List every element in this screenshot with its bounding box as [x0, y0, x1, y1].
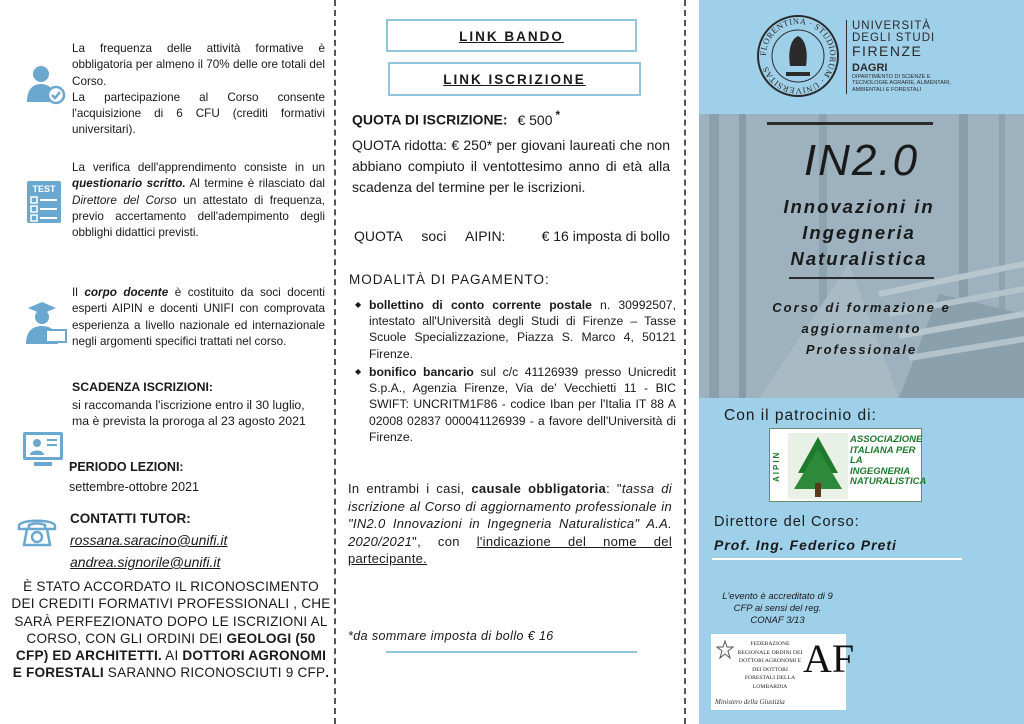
- causale-text-c: : ": [606, 481, 622, 496]
- payment-item-bank: [355, 364, 676, 445]
- reduced-fee: QUOTA ridotta: € 250* per giovani laureati che non abbiano compiuto il ventottesimo anno di età alla scadenza del termine per le iscrizioni.: [352, 137, 670, 195]
- fold-line-left: [334, 0, 336, 724]
- patronage-label: Con il patrocinio di:: [724, 407, 877, 424]
- credits-text-f: .: [325, 665, 330, 681]
- verification-block: [72, 160, 325, 241]
- subtitle-divider: [789, 277, 934, 279]
- credits-text-d: DOTTORI AGRONOMI E FORESTALI: [12, 648, 327, 681]
- members-fee-value: € 16 imposta di bollo: [541, 228, 670, 244]
- cover-photo: [699, 114, 1024, 398]
- deadline-title: SCADENZA ISCRIZIONI:: [72, 380, 213, 394]
- aipin-logo: [769, 428, 927, 502]
- accreditation-text: L'evento è accreditato di 9 CFP ai sensi del reg. CONAF 3/13: [722, 591, 833, 626]
- elearning-icon: [20, 424, 66, 470]
- logo-divider: [846, 20, 847, 94]
- federazione-text: FEDERAZIONE REGIONALE ORDINI DEI DOTTORI AGRONOMI E DEI DOTTORI FORESTALI DELLA LOMBARDIA: [737, 641, 803, 690]
- phone-icon: [16, 514, 58, 548]
- footnote: *da sommare imposta di bollo € 16: [348, 629, 554, 643]
- email-link-andrea[interactable]: andrea.signorile@unifi.it: [70, 554, 221, 570]
- tree-icon: [788, 433, 848, 499]
- ministry-text: Ministero della Giustizia: [715, 698, 785, 706]
- causale-text-e: ", con: [412, 533, 477, 549]
- period-text: settembre-ottobre 2021: [69, 480, 199, 494]
- teachers-block: [72, 285, 325, 350]
- attendance-text: La frequenza delle attività formative è obbligatoria per almeno il 70% delle ore totali del Corso.: [72, 42, 325, 88]
- dagri-sub: DIPARTIMENTO DI SCIENZE E TECNOLOGIE AGRARIE, ALIMENTARI, AMBIENTALI E FORESTALI: [852, 74, 951, 93]
- bank-label: bonifico bancario: [369, 365, 474, 379]
- verification-text-e: un attestato di frequenza, previo accertamento dell'adempimento degli obblighi didattici previsti.: [72, 193, 325, 240]
- causale-text-f: l'indicazione del nome del partecipante.: [348, 533, 673, 566]
- teacher-icon: [22, 300, 68, 346]
- course-subtitle: Innovazioni in Ingegneria Naturalistica: [783, 196, 935, 269]
- fee-star: *: [555, 109, 561, 122]
- seal-text: FLORENTINA · STUDIORUM · UNIVERSITAS: [757, 15, 839, 97]
- bullet-diamond-icon: ◆: [355, 300, 362, 309]
- causale-block: [348, 480, 672, 568]
- causale-text-d: tassa di iscrizione al Corso di aggiornamento professionale in "IN2.0 Innovazioni in Ingegneria Naturalistica" A.A. 2020/2021: [348, 481, 672, 549]
- postal-text: n. 30992507, intestato all'Università degli Studi di Firenze – Tasse Scuole Specializzazione, Piazza S. Marco 4, 50121 Firenze.: [369, 298, 676, 361]
- verification-text-d: Direttore del Corso: [72, 193, 177, 207]
- bank-text: sul c/c 41126939 presso Unicredit S.p.A., Agenzia Firenze, Via de' Vecchietti 11 - BIC SWIFT: UNCRITM1F86 - codice Iban per l'Italia IT 88 A 02008 02837 000041126939 - a favore dell'Università di Firenze.: [369, 365, 676, 444]
- causale-text-b: causale obbligatoria: [471, 481, 607, 496]
- teachers-text-b: corpo docente: [84, 286, 169, 299]
- link-iscrizione-label: LINK ISCRIZIONE: [443, 72, 586, 87]
- teachers-text-c: è costituito da soci docenti esperti AIPIN e docenti UNIFI con comprovata esperienza a livello nazionale ed internazionale negli argomenti specifici trattati nel corso.: [72, 286, 325, 348]
- contacts-block: [70, 510, 325, 572]
- uni-line-2: DEGLI STUDI: [852, 32, 936, 44]
- uni-line-1: UNIVERSITÀ: [852, 20, 932, 32]
- fold-line-right: [684, 0, 686, 724]
- cfu-text: La partecipazione al Corso consente l'acquisizione di 6 CFU (crediti formativi universitari).: [72, 90, 325, 137]
- link-iscrizione-button[interactable]: [388, 62, 641, 96]
- period-block: [69, 459, 325, 495]
- verification-text-a: La verifica dell'apprendimento consiste in un: [72, 161, 325, 174]
- university-name: [852, 20, 964, 93]
- director-divider: [712, 558, 962, 560]
- postal-label: bollettino di conto corrente postale: [369, 298, 592, 312]
- credits-text-b: GEOLOGI (50 CFP) ED ARCHITETTI.: [15, 630, 316, 664]
- director-name: Prof. Ing. Federico Preti: [714, 537, 897, 553]
- contacts-title: CONTATTI TUTOR:: [70, 511, 191, 526]
- link-bando-button[interactable]: [386, 19, 637, 52]
- payment-title: MODALITÀ DI PAGAMENTO:: [349, 272, 550, 287]
- test-icon: [26, 180, 62, 224]
- credits-notice: [10, 578, 332, 682]
- link-bando-label: LINK BANDO: [459, 29, 564, 44]
- deadline-text: si raccomanda l'iscrizione entro il 30 luglio, ma è prevista la proroga al 23 agosto 2021: [72, 398, 306, 428]
- causale-text-a: In entrambi i casi,: [348, 481, 472, 496]
- af-mark: AF: [803, 636, 855, 681]
- teachers-text-a: Il: [72, 286, 85, 299]
- course-title: IN2.0: [803, 136, 920, 185]
- user-check-icon: [24, 62, 68, 106]
- deadline-block: [72, 379, 325, 429]
- footnote-divider: [386, 651, 637, 653]
- fee-value: € 500: [517, 111, 553, 128]
- director-label: Direttore del Corso:: [714, 514, 860, 530]
- dagri-logo: DAGRI: [852, 62, 888, 74]
- payment-item-postal: [355, 297, 676, 362]
- federazione-logo: [711, 634, 855, 710]
- members-fee: [354, 226, 670, 246]
- verification-text-c: Al termine è rilasciato dal: [185, 177, 325, 191]
- aipin-vertical-label: AIPIN: [772, 450, 781, 482]
- course-type: Corso di formazione e aggiornamento Professionale: [772, 300, 951, 357]
- uni-line-3: FIRENZE: [852, 43, 923, 59]
- university-seal: [756, 14, 840, 98]
- attendance-block: [72, 41, 325, 139]
- title-bar: [767, 122, 933, 125]
- verification-text-b: questionario scritto.: [72, 177, 186, 191]
- aipin-name: ASSOCIAZIONE ITALIANA PER LA INGEGNERIA NATURALISTICA: [850, 434, 927, 487]
- fee-label: QUOTA DI ISCRIZIONE:: [352, 111, 508, 128]
- emblem-icon: [716, 640, 734, 660]
- email-link-rossana[interactable]: rossana.saracino@unifi.it: [70, 532, 228, 548]
- credits-text-a: È STATO ACCORDATO IL RICONOSCIMENTO DEI CREDITI FORMATIVI PROFESSIONALI , CHE SARÀ PERFEZIONATO DOPO LE ISCRIZIONI AL CORSO, CON GLI ORDINI DEI: [11, 579, 331, 646]
- credits-text-e: SARANNO RICONOSCIUTI 9 CFP: [103, 665, 326, 681]
- fee-line: [352, 106, 672, 130]
- test-icon-label: TEST: [32, 184, 56, 194]
- credits-text-c: AI: [161, 648, 183, 664]
- period-title: PERIODO LEZIONI:: [69, 460, 184, 474]
- bullet-diamond-icon: ◆: [355, 367, 362, 376]
- members-fee-label: QUOTA soci AIPIN:: [354, 228, 506, 244]
